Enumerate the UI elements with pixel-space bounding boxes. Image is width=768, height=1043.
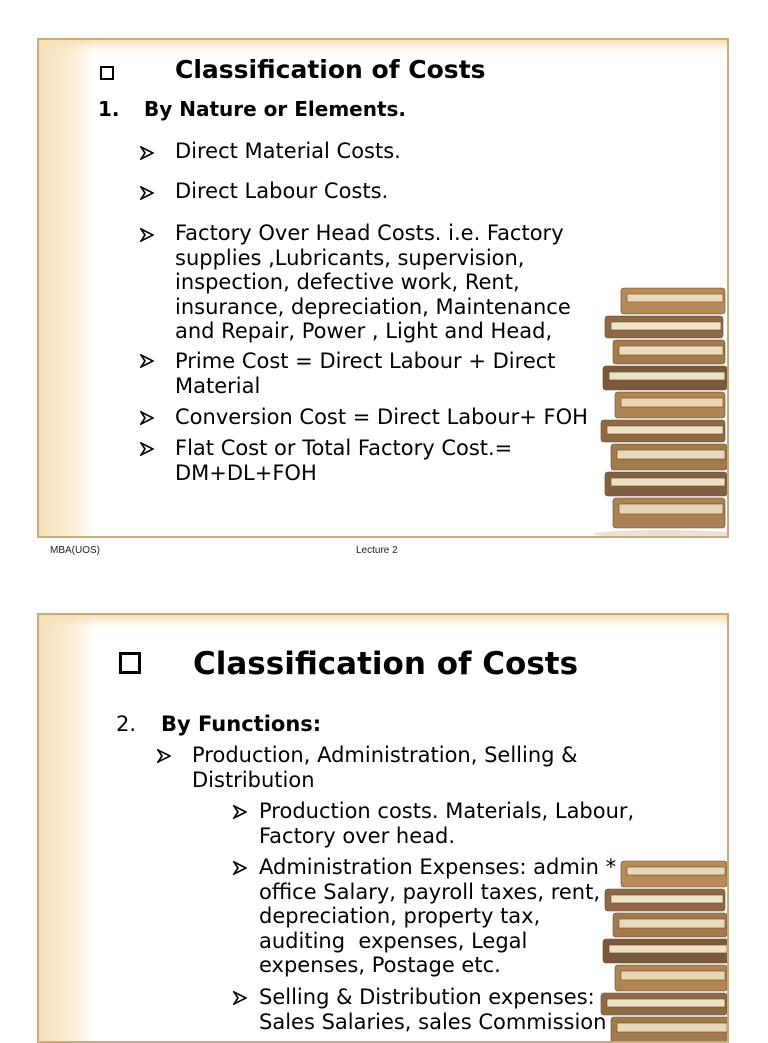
arrow-bullet-icon bbox=[233, 991, 247, 1005]
arrow-bullet-icon bbox=[233, 805, 247, 819]
book-stack-image bbox=[575, 278, 729, 538]
section-heading: By Nature or Elements. bbox=[144, 97, 407, 121]
list-item: Production, Administration, Selling & Distribution bbox=[192, 743, 578, 792]
heading-number: 2. bbox=[116, 712, 137, 736]
slide-1 bbox=[37, 38, 729, 538]
slide-2 bbox=[37, 613, 729, 1043]
bullet-item: Flat Cost or Total Factory Cost.= DM+DL+FOH bbox=[175, 436, 513, 485]
arrow-bullet-icon bbox=[140, 228, 154, 242]
slide-title: Classification of Costs bbox=[175, 55, 486, 84]
section-heading: By Functions: bbox=[161, 712, 322, 736]
bullet-item: Direct Labour Costs. bbox=[175, 179, 389, 203]
arrow-bullet-icon bbox=[140, 354, 154, 368]
arrow-bullet-icon bbox=[140, 411, 154, 425]
bullet-item: Conversion Cost = Direct Labour+ FOH bbox=[175, 405, 588, 429]
arrow-bullet-icon bbox=[140, 146, 154, 160]
arrow-bullet-icon bbox=[233, 861, 247, 875]
checkbox-bullet-icon bbox=[119, 652, 141, 674]
bullet-item: Prime Cost = Direct Labour + Direct Material bbox=[175, 349, 556, 398]
sub-list-item: Production costs. Materials, Labour, Factory over head. bbox=[259, 799, 635, 848]
slide-title: Classification of Costs bbox=[193, 646, 579, 682]
arrow-bullet-icon bbox=[140, 442, 154, 456]
arrow-bullet-icon bbox=[157, 749, 171, 763]
bullet-item: Factory Over Head Costs. i.e. Factory supplies ,Lubricants, supervision, inspection, defective work, Rent, insurance, depreciation, Maintenance and Repair, Power , Light and Head, bbox=[175, 221, 571, 343]
sub-list-item: Administration Expenses: admin * office Salary, payroll taxes, rent, depreciation, property tax, auditing expenses, Legal expenses, Postage etc. bbox=[259, 855, 617, 977]
footer-left: MBA(UOS) bbox=[50, 545, 100, 556]
checkbox-bullet-icon bbox=[100, 66, 114, 80]
bullet-item: Direct Material Costs. bbox=[175, 139, 401, 163]
arrow-bullet-icon bbox=[140, 186, 154, 200]
sub-list-item: Selling & Distribution expenses: Sales Salaries, sales Commission bbox=[259, 985, 607, 1034]
footer-center: Lecture 2 bbox=[356, 545, 398, 556]
heading-number: 1. bbox=[98, 97, 120, 121]
